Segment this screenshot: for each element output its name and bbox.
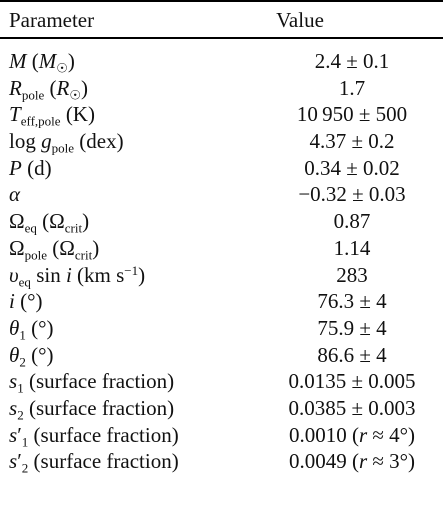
parameter-cell: $\log g_{pole}$ (dex) (9, 129, 124, 156)
value-cell: 75.9 ± 4 (317, 315, 387, 340)
table-row (0, 128, 443, 155)
value-cell: 0.0049 (r ≈ 3°) (288, 449, 416, 474)
parameter-cell: M $(M_☉)$ (9, 49, 75, 76)
table-row (0, 101, 443, 128)
table-row (0, 181, 443, 208)
table-row (0, 155, 443, 182)
table-header-rule (0, 37, 443, 39)
parameter-cell: $R_{pole}$ $(R_☉)$ (9, 75, 88, 103)
parameter-cell: $s'_1$ (surface fraction) (9, 422, 179, 450)
parameter-cell: $s_1$ (surface fraction) (9, 369, 175, 396)
value-cell: 0.87 (333, 209, 371, 234)
value-cell: 283 (336, 262, 368, 287)
value-cell: 0.0010 (r ≈ 4°) (288, 422, 416, 447)
parameter-cell: $s_2$ (surface fraction) (9, 395, 175, 423)
value-cell: 86.6 ± 4 (317, 342, 387, 367)
table-body (0, 48, 443, 475)
value-cell: 0.34 ± 0.02 (304, 155, 400, 180)
parameter-cell: $T_{eff,pole}$ (K) (9, 102, 95, 129)
parameter-cell: $\theta_2$ (°) (9, 342, 54, 370)
value-cell: 1.14 (333, 235, 371, 260)
value-cell: 76.3 ± 4 (317, 289, 387, 314)
parameter-cell: α (9, 182, 21, 207)
value-cell: 10 950 ± 500 (296, 102, 408, 127)
table-row (0, 315, 443, 342)
table-row (0, 395, 443, 422)
parameter-cell: i (°) (9, 289, 43, 314)
table-row (0, 235, 443, 262)
value-cell: 4.37 ± 0.2 (309, 129, 395, 154)
value-cell: 0.0135 ± 0.005 (288, 369, 416, 394)
table-row (0, 422, 443, 449)
table-row (0, 288, 443, 315)
table-row (0, 48, 443, 75)
table-row (0, 262, 443, 289)
parameter-cell: $s'_2$ (surface fraction) (9, 449, 179, 476)
table-row (0, 208, 443, 235)
value-cell: 0.0385 ± 0.003 (288, 395, 416, 420)
header-parameter: Parameter (9, 8, 95, 32)
table-header (0, 2, 443, 37)
table-row (0, 342, 443, 369)
parameter-cell: P (d) (9, 155, 52, 180)
table-row (0, 448, 443, 475)
value-cell: 1.7 (338, 75, 366, 100)
parameter-cell: $\Omega_{pole}$ $(\Omega_{crit})$ (9, 235, 100, 263)
table-row (0, 75, 443, 102)
parameter-cell: $\upsilon_{eq}$ sin i (km $s^{-1}$) (9, 262, 146, 290)
value-cell: −0.32 ± 0.03 (298, 182, 406, 207)
value-cell: 2.4 ± 0.1 (314, 49, 390, 73)
table-row (0, 368, 443, 395)
parameter-cell: $\theta_1$ (°) (9, 315, 54, 343)
parameter-cell: $\Omega_{eq}$ $(\Omega_{crit})$ (9, 209, 90, 236)
header-value: Value (276, 8, 324, 32)
